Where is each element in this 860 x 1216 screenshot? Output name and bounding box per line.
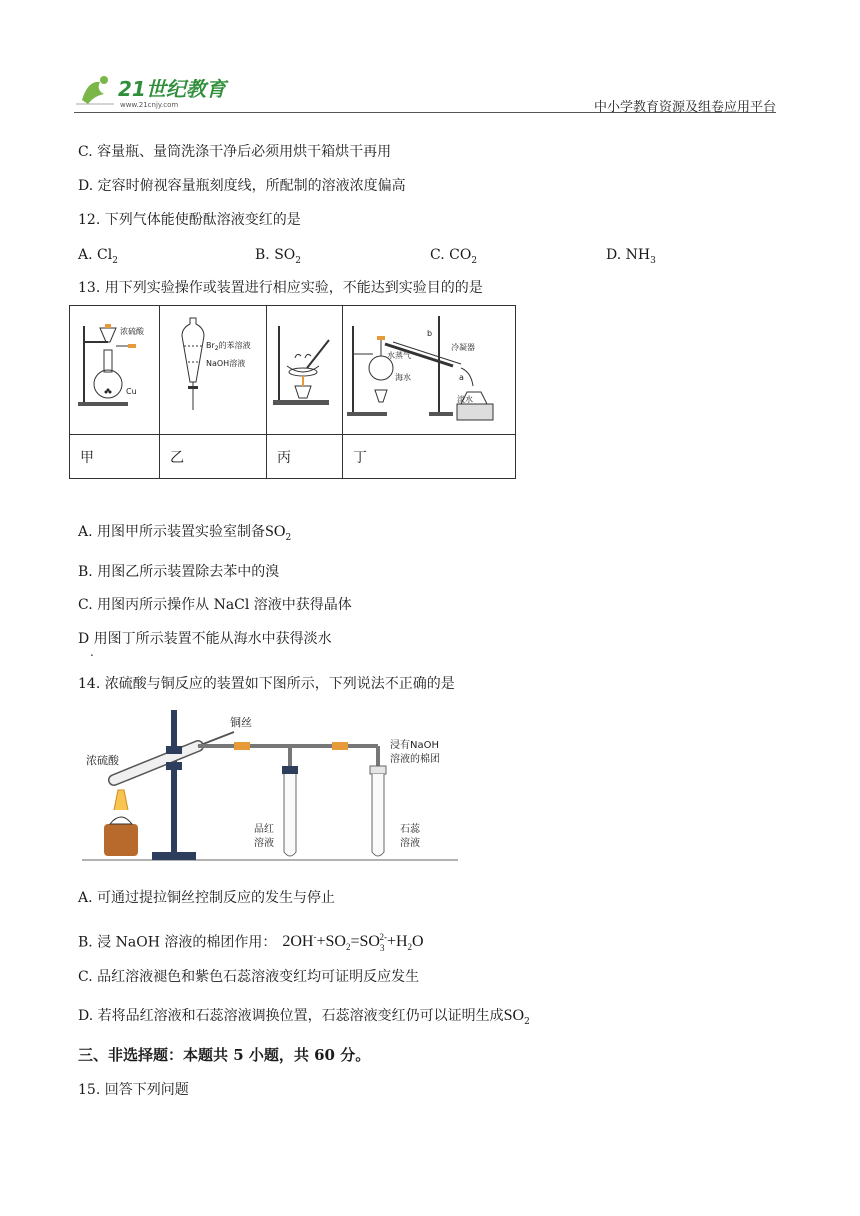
q15-stem: 15. 回答下列问题 <box>78 1082 189 1098</box>
svg-text:浓硫酸: 浓硫酸 <box>120 327 144 336</box>
svg-text:浸有NaOH: 浸有NaOH <box>390 740 439 751</box>
fig-jia-cell <box>70 306 160 435</box>
q13-option-a: A. 用图甲所示装置实验室制备$SO_2$ <box>78 523 292 543</box>
svg-text:a: a <box>459 373 464 382</box>
q11-option-c: C. 容量瓶、量筒洗涤干净后必须用烘干箱烘干再用 <box>78 144 392 160</box>
q14-option-c: C. 品红溶液褪色和紫色石蕊溶液变红均可证明反应发生 <box>78 969 420 985</box>
section-3-heading: 三、非选择题：本题共 5 小题，共 60 分。 <box>78 1046 371 1064</box>
q11-option-d: D. 定容时俯视容量瓶刻度线，所配制的溶液浓度偏高 <box>78 178 406 194</box>
q12-option-c: C. $CO_2$ <box>430 247 478 266</box>
q12-stem: 12. 下列气体能使酚酞溶液变红的是 <box>78 212 301 228</box>
q13-option-d-dot: . <box>90 645 94 659</box>
fig-yi-cell <box>160 306 267 435</box>
fig-bing-cell <box>267 306 343 435</box>
q14-option-b: B. 浸 NaOH 溶液的棉团作用： $2OH^-+SO_2=SO_3^{2-}+H_2O$ <box>78 932 424 953</box>
svg-text:Cu: Cu <box>126 387 137 396</box>
svg-text:NaOH溶液: NaOH溶液 <box>206 359 246 368</box>
svg-text:浓硫酸: 浓硫酸 <box>86 754 119 767</box>
q14-stem: 14. 浓硫酸与铜反应的装置如下图所示，下列说法不正确的是 <box>78 676 455 692</box>
site-logo <box>74 70 244 110</box>
svg-text:品红: 品红 <box>254 824 274 835</box>
fig-yi <box>160 306 266 430</box>
svg-text:水蒸气: 水蒸气 <box>387 351 411 360</box>
q12-option-a: A. $Cl_2$ <box>78 247 118 266</box>
svg-text:溶液: 溶液 <box>254 838 274 849</box>
svg-text:石蕊: 石蕊 <box>400 824 420 835</box>
logo-subtext: www.21cnjy.com <box>120 101 179 109</box>
fig-ding <box>343 306 515 430</box>
table-label-bing: 丙 <box>267 435 343 479</box>
q13-option-b: B. 用图乙所示装置除去苯中的溴 <box>78 564 280 580</box>
q14-apparatus-figure <box>78 706 462 864</box>
header-divider <box>74 112 776 113</box>
table-label-jia: 甲 <box>70 435 160 479</box>
svg-text:Br2的苯溶液: $Br_2$的苯溶液 <box>206 341 251 352</box>
q12-option-d: D. $NH_3$ <box>606 247 656 266</box>
svg-text:b: b <box>427 329 433 338</box>
svg-text:溶液的棉团: 溶液的棉团 <box>390 754 440 765</box>
q12-option-b: B. $SO_2$ <box>255 247 301 266</box>
svg-text:淡水: 淡水 <box>457 395 473 404</box>
platform-title: 中小学教育资源及组卷应用平台 <box>593 100 776 115</box>
q13-option-d: D 用图丁所示装置不能从海水中获得淡水 <box>78 631 332 647</box>
q13-stem: 13. 用下列实验操作或装置进行相应实验，不能达到实验目的的是 <box>78 280 483 296</box>
fig-ding-cell <box>343 306 516 435</box>
q14-option-a: A. 可通过提拉铜丝控制反应的发生与停止 <box>78 890 336 906</box>
q13-option-c: C. 用图丙所示操作从 NaCl 溶液中获得晶体 <box>78 597 352 613</box>
q13-apparatus-table <box>69 305 516 479</box>
svg-text:溶液: 溶液 <box>400 838 420 849</box>
fig-bing <box>267 306 342 430</box>
q14-option-d: D. 若将品红溶液和石蕊溶液调换位置，石蕊溶液变红仍可以证明生成$SO_2$ <box>78 1007 530 1027</box>
fig-jia <box>70 306 159 430</box>
logo-text: 21世纪教育 <box>118 77 226 101</box>
table-label-yi: 乙 <box>160 435 267 479</box>
svg-text:海水: 海水 <box>395 373 411 382</box>
svg-text:铜丝: 铜丝 <box>230 716 252 729</box>
table-label-ding: 丁 <box>343 435 516 479</box>
svg-text:冷凝器: 冷凝器 <box>451 343 475 352</box>
